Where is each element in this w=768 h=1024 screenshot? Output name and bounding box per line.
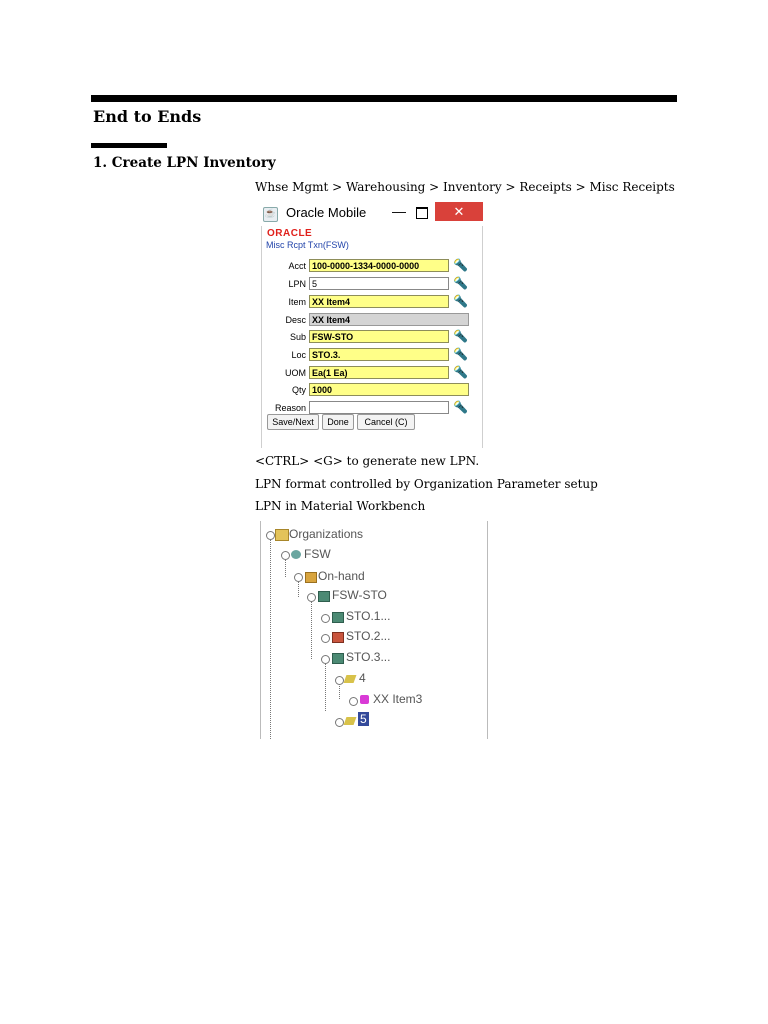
lpn-icon <box>344 675 357 683</box>
form-pane <box>261 226 483 448</box>
desc-field: XX Item4 <box>309 313 469 326</box>
navigation-path: Whse Mgmt > Warehousing > Inventory > Receipts > Misc Receipts <box>255 180 675 194</box>
lov-flashlight-icon[interactable]: 🔦 <box>453 329 468 343</box>
locator-icon <box>332 632 344 643</box>
desc-label: Desc <box>285 315 306 325</box>
expand-toggle[interactable] <box>321 634 330 643</box>
loc-label: Loc <box>291 350 306 360</box>
maximize-button[interactable] <box>416 207 428 219</box>
item-field[interactable]: XX Item4 <box>309 295 449 308</box>
tree-node-lpn-4[interactable]: 4 <box>359 671 366 685</box>
tree-node-lpn-5-selected[interactable]: 5 <box>360 712 367 726</box>
done-button[interactable]: Done <box>322 414 354 430</box>
heading-underline <box>91 143 167 148</box>
loc-field[interactable]: STO.3. <box>309 348 449 361</box>
lov-flashlight-icon[interactable]: 🔦 <box>453 347 468 361</box>
lov-flashlight-icon[interactable]: 🔦 <box>453 294 468 308</box>
qty-field[interactable]: 1000 <box>309 383 469 396</box>
collapse-toggle[interactable] <box>335 676 344 685</box>
lov-flashlight-icon[interactable]: 🔦 <box>453 365 468 379</box>
tree-node-sto-2[interactable]: STO.2... <box>346 629 391 643</box>
oracle-logo: ORACLE <box>267 228 313 239</box>
form-subtitle: Misc Rcpt Txn(FSW) <box>266 240 349 250</box>
uom-field[interactable]: Ea(1 Ea) <box>309 366 449 379</box>
tree-connector <box>311 599 312 659</box>
collapse-toggle[interactable] <box>294 573 303 582</box>
top-rule <box>91 95 677 102</box>
java-app-icon: ☕ <box>263 207 278 222</box>
expand-toggle[interactable] <box>349 697 358 706</box>
qty-label: Qty <box>291 385 306 395</box>
tree-node-on-hand[interactable]: On-hand <box>318 569 365 583</box>
acct-field[interactable]: 100-0000-1334-0000-0000 <box>309 259 449 272</box>
subinventory-icon <box>318 591 330 602</box>
window-titlebar <box>259 202 483 226</box>
tree-connector <box>285 557 286 577</box>
lpn-field[interactable]: 5 <box>309 277 449 290</box>
tree-node-organizations[interactable]: Organizations <box>289 527 364 541</box>
collapse-toggle[interactable] <box>281 551 290 560</box>
expand-toggle[interactable] <box>321 614 330 623</box>
collapse-toggle[interactable] <box>266 531 275 540</box>
tree-connector <box>325 661 326 711</box>
lpn-label: LPN <box>288 279 306 289</box>
locator-icon <box>332 653 344 664</box>
org-icon <box>291 550 301 559</box>
uom-label: UOM <box>285 368 306 378</box>
tree-connector <box>270 537 271 739</box>
ctrl-g-note: <CTRL> <G> to generate new LPN. <box>255 454 480 468</box>
item-icon <box>360 695 369 704</box>
section-heading: 1. Create LPN Inventory <box>93 155 276 171</box>
tree-node-fsw[interactable]: FSW <box>304 547 331 561</box>
tree-node-sto-1[interactable]: STO.1... <box>346 609 391 623</box>
expand-toggle[interactable] <box>335 718 344 727</box>
acct-label: Acct <box>288 261 306 271</box>
save-next-button[interactable]: Save/Next <box>267 414 319 430</box>
oracle-mobile-window <box>259 202 483 448</box>
lov-flashlight-icon[interactable]: 🔦 <box>453 400 468 414</box>
collapse-toggle[interactable] <box>321 655 330 664</box>
material-workbench-tree <box>260 521 488 739</box>
tree-node-xx-item3[interactable]: XX Item3 <box>373 692 423 706</box>
sub-label: Sub <box>289 332 306 342</box>
reason-field[interactable] <box>309 401 449 414</box>
collapse-toggle[interactable] <box>307 593 316 602</box>
page-heading: End to Ends <box>93 107 202 126</box>
cancel-button[interactable]: Cancel (C) <box>357 414 415 430</box>
folder-icon <box>275 529 289 541</box>
lov-flashlight-icon[interactable]: 🔦 <box>453 276 468 290</box>
lpn-icon <box>344 717 357 725</box>
close-button[interactable]: ✕ <box>435 202 483 221</box>
lpn-format-note: LPN format controlled by Organization Parameter setup <box>255 477 598 491</box>
material-workbench-note: LPN in Material Workbench <box>255 499 426 513</box>
window-title: Oracle Mobile <box>286 205 367 220</box>
minimize-button[interactable]: — <box>392 203 406 219</box>
onhand-icon <box>305 572 317 583</box>
locator-icon <box>332 612 344 623</box>
item-label: Item <box>288 297 306 307</box>
tree-node-sto-3[interactable]: STO.3... <box>346 650 391 664</box>
lov-flashlight-icon[interactable]: 🔦 <box>453 258 468 272</box>
reason-label: Reason <box>274 403 306 413</box>
sub-field[interactable]: FSW-STO <box>309 330 449 343</box>
tree-node-fsw-sto[interactable]: FSW-STO <box>332 588 387 602</box>
